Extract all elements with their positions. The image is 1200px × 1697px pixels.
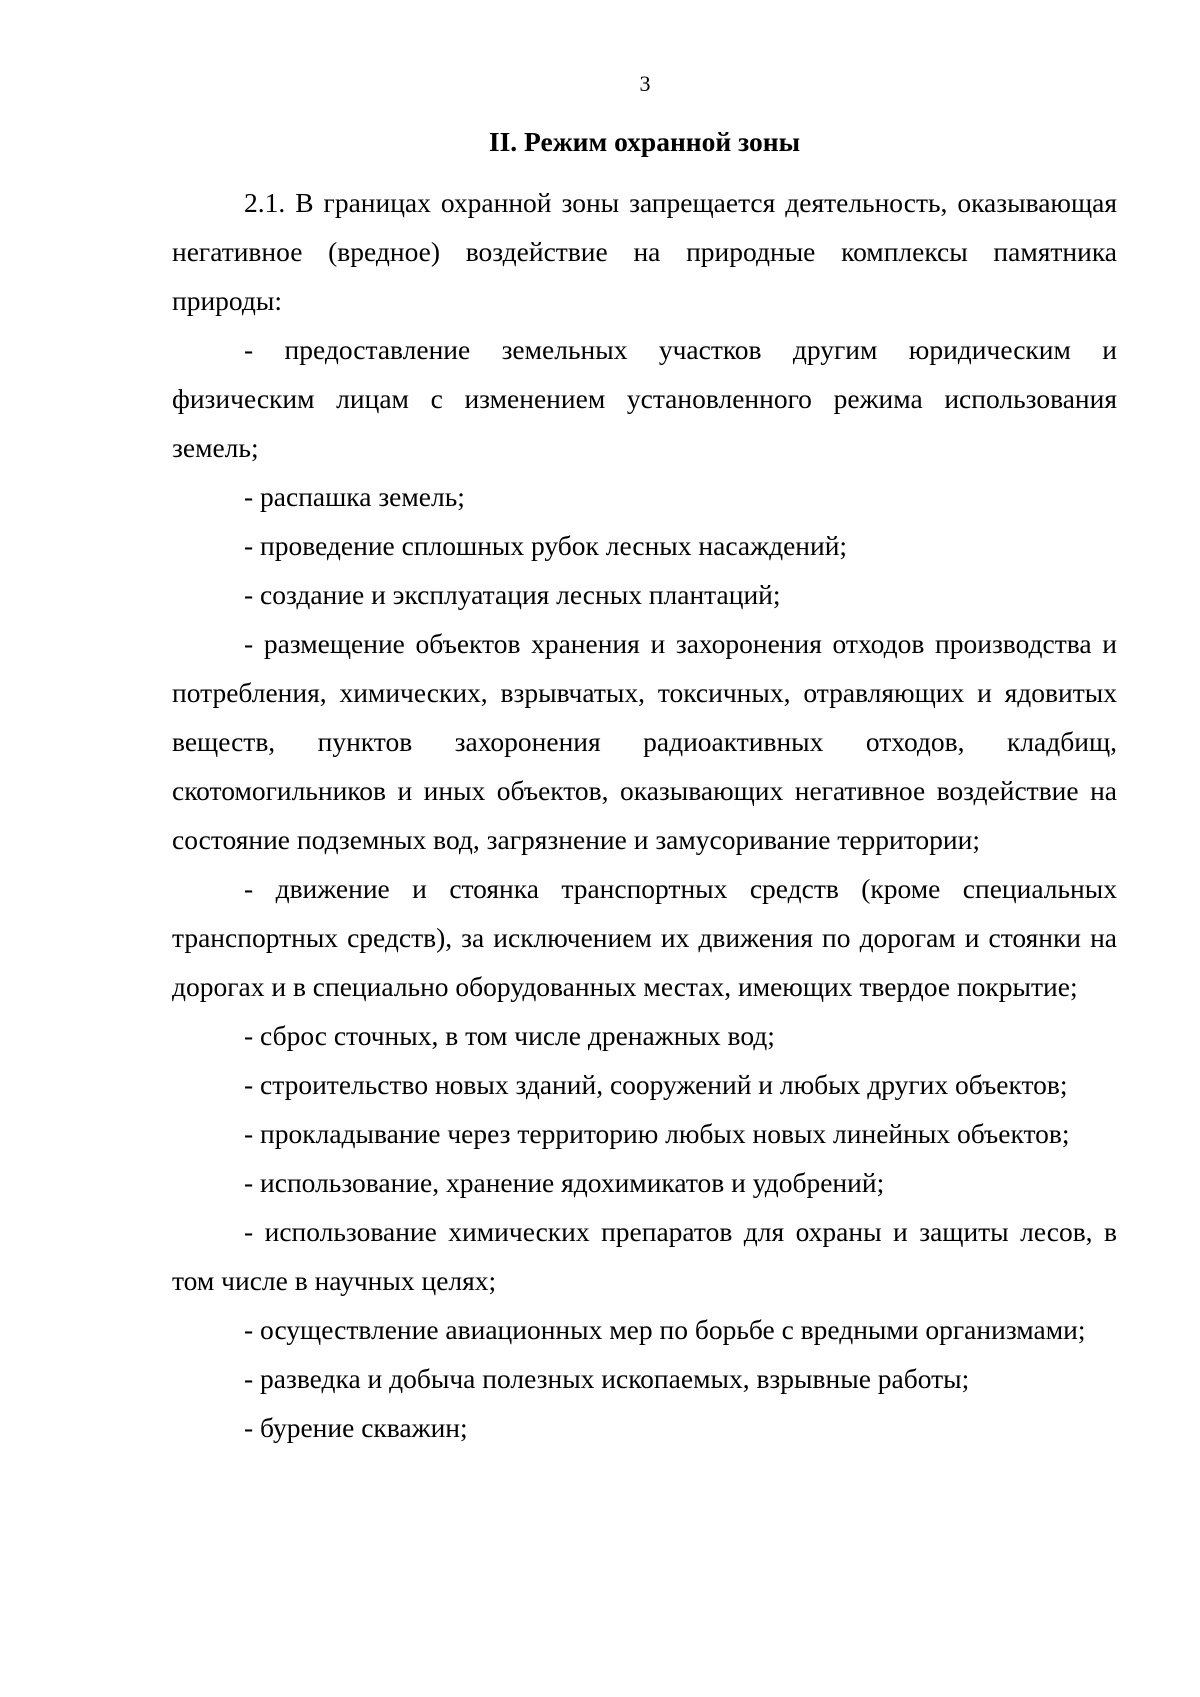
list-item: - проведение сплошных рубок лесных насаждений; (244, 530, 848, 561)
list-item: - осуществление авиационных мер по борьбе с вредными организмами; (244, 1314, 1086, 1345)
list-item: - создание и эксплуатация лесных плантаций; (244, 579, 781, 610)
list-item: - прокладывание через территорию любых новых линейных объектов; (244, 1118, 1070, 1149)
paragraph-intro: 2.1. В границах охранной зоны запрещается деятельность, оказывающая негативное (вредное) воздействие на природные комплексы памятника природы: (172, 187, 1117, 316)
list-item: - использование, хранение ядохимикатов и удобрений; (244, 1167, 885, 1198)
list-item: - распашка земель; (244, 481, 465, 512)
list-item: - использование химических препаратов для охраны и защиты лесов, в том числе в научных целях; (172, 1216, 1117, 1296)
section-heading: II. Режим охранной зоны (488, 126, 801, 157)
document-body (172, 122, 1117, 1452)
list-item: - бурение скважин; (244, 1412, 468, 1443)
list-item: - движение и стоянка транспортных средств (кроме специальных транспортных средств), за исключением их движения по дорогам и стоянки на дорогах и в специально оборудованных местах, имеющих твердое покрытие; (172, 873, 1117, 1002)
list-item: - размещение объектов хранения и захоронения отходов производства и потребления, химических, взрывчатых, токсичных, отравляющих и ядовитых веществ, пунктов захоронения радиоактивных отходов, кладбищ, скотомогильников и иных объектов, оказывающих негативное воздействие на состояние подземных вод, загрязнение и замусоривание территории; (172, 628, 1117, 855)
list-item: - строительство новых зданий, сооружений и любых других объектов; (244, 1069, 1068, 1100)
list-item: - разведка и добыча полезных ископаемых, взрывные работы; (244, 1363, 970, 1394)
page-number: 3 (639, 71, 651, 96)
list-item: - сброс сточных, в том числе дренажных вод; (244, 1020, 775, 1051)
list-item: - предоставление земельных участков другим юридическим и физическим лицам с изменением установленного режима использования земель; (172, 334, 1117, 463)
